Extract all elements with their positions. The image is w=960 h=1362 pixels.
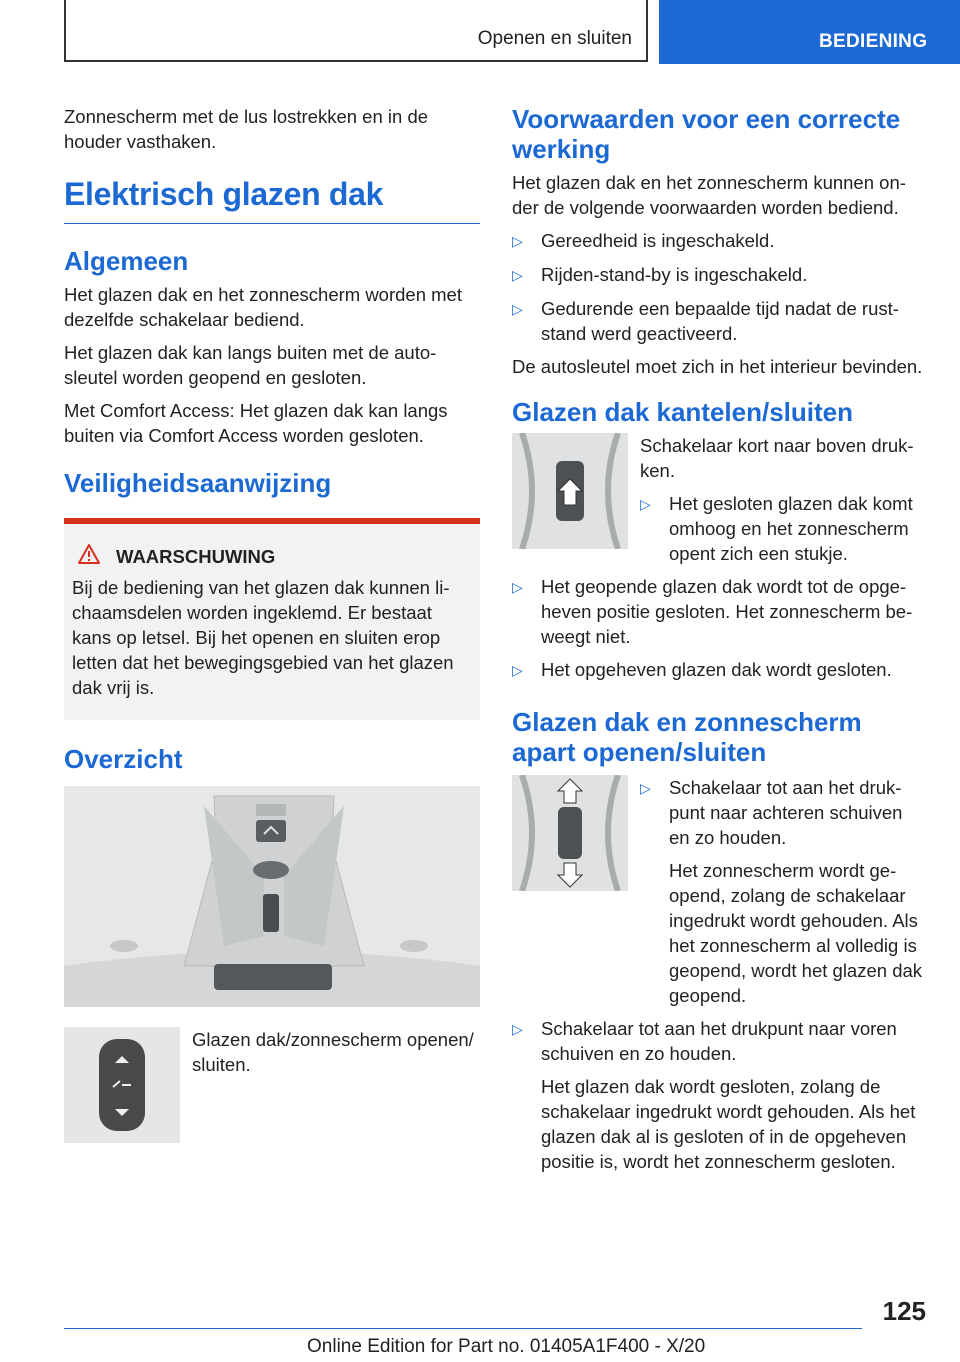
footer-divider <box>64 1328 862 1329</box>
bullet-triangle-icon: ▷ <box>640 496 651 512</box>
list-item <box>512 657 926 683</box>
heading-voorwaarden: Voorwaarden voor een correcte werking <box>512 104 901 164</box>
intro-paragraph: Zonnescherm met de lus lostrekken en in de houder vasthaken. <box>64 106 429 152</box>
roof-switch-image <box>64 1027 180 1143</box>
heading-apart: Glazen dak en zonnescherm apart openen/sluiten <box>512 707 862 767</box>
warning-text: Bij de bediening van het glazen dak kunnen lichaamsdelen worden ingeklemd. Er bestaat kans op letsel. Bij het openen en sluiten erop letten dat het bewegingsgebied van het glazen dak vrij is. <box>72 577 454 698</box>
tilt-instruction: Schakelaar kort naar boven drukken. <box>640 435 914 481</box>
bullet-triangle-icon: ▷ <box>512 579 523 595</box>
heading-kantelen: Glazen dak kantelen/sluiten <box>512 397 853 427</box>
list-item <box>640 775 926 850</box>
list-item <box>512 296 926 346</box>
tilt-figure-row <box>512 433 926 574</box>
list-item <box>512 228 926 254</box>
bullet-triangle-icon: ▷ <box>512 301 523 317</box>
paragraph: Het glazen dak kan langs buiten met de autosleutel worden geopend en gesloten. <box>64 342 437 388</box>
list-item <box>640 491 926 566</box>
paragraph: Het glazen dak en het zonnescherm worden met dezelfde schakelaar bediend. <box>64 284 462 330</box>
switch-figure-row <box>64 1027 480 1143</box>
bullet-triangle-icon: ▷ <box>512 662 523 678</box>
left-column <box>64 104 480 1143</box>
heading-algemeen: Algemeen <box>64 246 189 276</box>
list-item <box>512 262 926 288</box>
list-item-subtext: Het glazen dak wordt gesloten, zolang de schakelaar ingedrukt wordt gehouden. Als het glazen dak al is gesloten of in de opgeheven positie is, wordt het zonnescherm gesloten. <box>541 1076 916 1172</box>
bullet-triangle-icon: ▷ <box>512 233 523 249</box>
list-item-text: Het geopende glazen dak wordt tot de opgeheven positie gesloten. Het zonnescherm beweegt niet. <box>541 576 913 647</box>
page-heading: Elektrisch glazen dak <box>64 176 480 224</box>
warning-box <box>64 518 480 720</box>
list-item-text: Gedurende een bepaalde tijd nadat de ruststand werd geactiveerd. <box>541 298 899 344</box>
roof-console-image <box>64 786 480 1007</box>
bullet-triangle-icon: ▷ <box>640 780 651 796</box>
paragraph: De autosleutel moet zich in het interieur bevinden. <box>512 356 923 377</box>
warning-triangle-icon <box>78 544 100 569</box>
switch-caption: Glazen dak/zonnescherm openen/ sluiten. <box>192 1029 474 1075</box>
list-item-text: Het opgeheven glazen dak wordt gesloten. <box>541 659 892 680</box>
switch-tilt-image <box>512 433 628 549</box>
header-chapter-box <box>659 0 960 64</box>
list-item-text: Rijden-stand-by is ingeschakeld. <box>541 264 808 285</box>
bullet-triangle-icon: ▷ <box>512 1021 523 1037</box>
heading-veiligheid: Veiligheidsaanwijzing <box>64 468 332 498</box>
heading-overzicht: Overzicht <box>64 744 183 774</box>
paragraph: Het glazen dak en het zonnescherm kunnen onder de volgende voorwaarden worden bediend. <box>512 172 906 218</box>
list-item-text: Het gesloten glazen dak komt omhoog en het zonnescherm opent zich een stukje. <box>669 493 913 564</box>
header-section-title: Openen en sluiten <box>477 28 632 49</box>
list-item-text: Gereedheid is ingeschakeld. <box>541 230 775 251</box>
apart-figure-row <box>512 775 926 1016</box>
list-item-text: Schakelaar tot aan het drukpunt naar achteren schuiven en zo houden. <box>669 777 903 848</box>
right-column <box>512 104 926 1182</box>
warning-title: WAARSCHUWING <box>116 545 276 567</box>
footer-edition: Online Edition for Part no. 01405A1F400 - X/20 <box>307 1336 706 1357</box>
page-number: 125 <box>882 1296 926 1326</box>
header-section-box <box>64 0 648 62</box>
list-item <box>512 574 926 649</box>
list-item-subtext: Het zonnescherm wordt geopend, zolang de schakelaar ingedrukt wordt gehouden. Als het zonnescherm al volledig is geopend, wordt het glazen dak geopend. <box>669 860 923 1006</box>
paragraph: Met Comfort Access: Het glazen dak kan langs buiten via Comfort Access worden gesloten. <box>64 400 448 446</box>
list-item <box>512 1016 926 1066</box>
header-chapter-title: BEDIENING <box>819 31 928 52</box>
warning-title-row <box>72 544 472 569</box>
bullet-triangle-icon: ▷ <box>512 267 523 283</box>
list-item-text: Schakelaar tot aan het drukpunt naar voren schuiven en zo houden. <box>541 1018 897 1064</box>
switch-slide-image <box>512 775 628 891</box>
